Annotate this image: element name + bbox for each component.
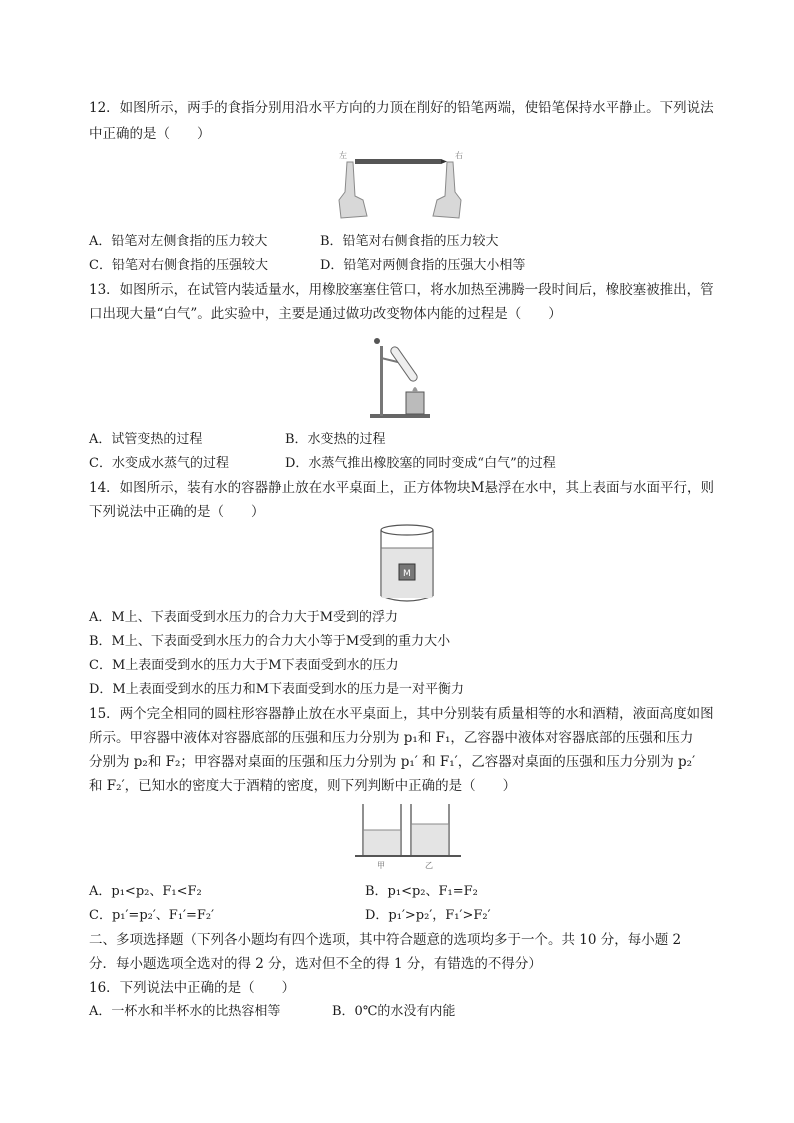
- q14-container-figure: [375, 522, 439, 604]
- q16-option-b[interactable]: B．0℃的水没有内能: [332, 1004, 456, 1019]
- alcohol-lamp-icon: [406, 392, 424, 414]
- q15-option-c[interactable]: C．p₁′=p₂′、F₁′=F₂′: [89, 908, 215, 923]
- q15-stem-line4: 和 F₂′，已知水的密度大于酒精的密度，则下列判断中正确的是（ ）: [89, 778, 517, 794]
- water-jia: [364, 830, 401, 855]
- test-tube-icon: [389, 345, 418, 382]
- right-hand-icon: [433, 162, 461, 218]
- label-jia: 甲: [377, 861, 385, 870]
- q13-option-b[interactable]: B．水变热的过程: [285, 432, 386, 447]
- stand-pole-icon: [380, 346, 383, 416]
- q15-stem-line2: 所示。甲容器中液体对容器底部的压强和压力分别为 p₁和 F₁，乙容器中液体对容器底部的压强和压力: [89, 730, 694, 746]
- q12-option-b[interactable]: B．铅笔对右侧食指的压力较大: [320, 234, 499, 249]
- q13-option-a[interactable]: A．试管变热的过程: [89, 432, 203, 447]
- q14-stem-line2: 下列说法中正确的是（ ）: [89, 504, 265, 520]
- alcohol-yi: [412, 824, 449, 855]
- q13-stem-line1: 13．如图所示，在试管内装适量水，用橡胶塞塞住管口，将水加热至沸腾一段时间后，橡胶塞被推出，管: [89, 282, 714, 298]
- q13-option-c[interactable]: C．水变成水蒸气的过程: [89, 456, 229, 471]
- q16-option-a[interactable]: A．一杯水和半杯水的比热容相等: [89, 1004, 281, 1019]
- rubber-stopper-icon: [374, 338, 380, 344]
- q15-stem-line3: 分别为 p₂和 F₂；甲容器对桌面的压强和压力分别为 p₁′ 和 F₁′，乙容器对桌面的压强和压力分别为 p₂′: [89, 754, 696, 770]
- left-hand-icon: [339, 162, 367, 218]
- q15-stem-line1: 15．两个完全相同的圆柱形容器静止放在水平桌面上，其中分别装有质量相等的水和酒精，液面高度如图: [89, 706, 714, 722]
- q15-option-d[interactable]: D．p₁′>p₂′，F₁′>F₂′: [365, 908, 491, 923]
- section2-heading-line2: 分．每小题选项全选对的得 2 分，选对但不全的得 1 分，有错选的不得分）: [89, 956, 542, 972]
- q15-option-b[interactable]: B．p₁<p₂、F₁=F₂: [365, 884, 478, 899]
- block-m-label: M: [403, 569, 411, 579]
- svg-text:右: 右: [455, 151, 463, 160]
- q14-stem-line1: 14．如图所示，装有水的容器静止放在水平桌面上，正方体物块M悬浮在水中，其上表面与水面平行，则: [89, 480, 714, 496]
- q12-pencil-figure: [335, 148, 465, 224]
- q12-stem-line2: 中正确的是（ ）: [89, 126, 211, 142]
- q14-option-d[interactable]: D．M上表面受到水的压力和M下表面受到水的压力是一对平衡力: [89, 682, 465, 697]
- stand-base-icon: [370, 414, 430, 418]
- q14-option-a[interactable]: A．M上、下表面受到水压力的合力大于M受到的浮力: [89, 610, 399, 625]
- label-yi: 乙: [425, 861, 433, 870]
- q15-containers-figure: [355, 800, 461, 870]
- q12-stem-line1: 12．如图所示，两手的食指分别用沿水平方向的力顶在削好的铅笔两端，使铅笔保持水平静止。下列说法: [89, 100, 714, 116]
- q12-option-a[interactable]: A．铅笔对左侧食指的压力较大: [89, 234, 268, 249]
- q16-stem: 16．下列说法中正确的是（ ）: [89, 980, 296, 996]
- svg-text:左: 左: [339, 151, 347, 160]
- q13-stem-line2: 口出现大量“白气”。此实验中，主要是通过做功改变物体内能的过程是（ ）: [89, 306, 562, 322]
- q14-option-c[interactable]: C．M上表面受到水的压力大于M下表面受到水的压力: [89, 658, 399, 673]
- q13-option-d[interactable]: D．水蒸气推出橡胶塞的同时变成“白气”的过程: [285, 456, 556, 471]
- q13-test-tube-figure: [362, 330, 440, 422]
- section2-heading-line1: 二、多项选择题（下列各小题均有四个选项，其中符合题意的选项均多于一个。共 10 分，每小题 2: [89, 932, 682, 948]
- q12-option-d[interactable]: D．铅笔对两侧食指的压强大小相等: [320, 258, 526, 273]
- q12-option-c[interactable]: C．铅笔对右侧食指的压强较大: [89, 258, 268, 273]
- pencil-icon: [355, 159, 441, 164]
- q15-option-a[interactable]: A．p₁<p₂、F₁<F₂: [89, 884, 202, 899]
- q14-option-b[interactable]: B．M上、下表面受到水压力的合力大小等于M受到的重力大小: [89, 634, 451, 649]
